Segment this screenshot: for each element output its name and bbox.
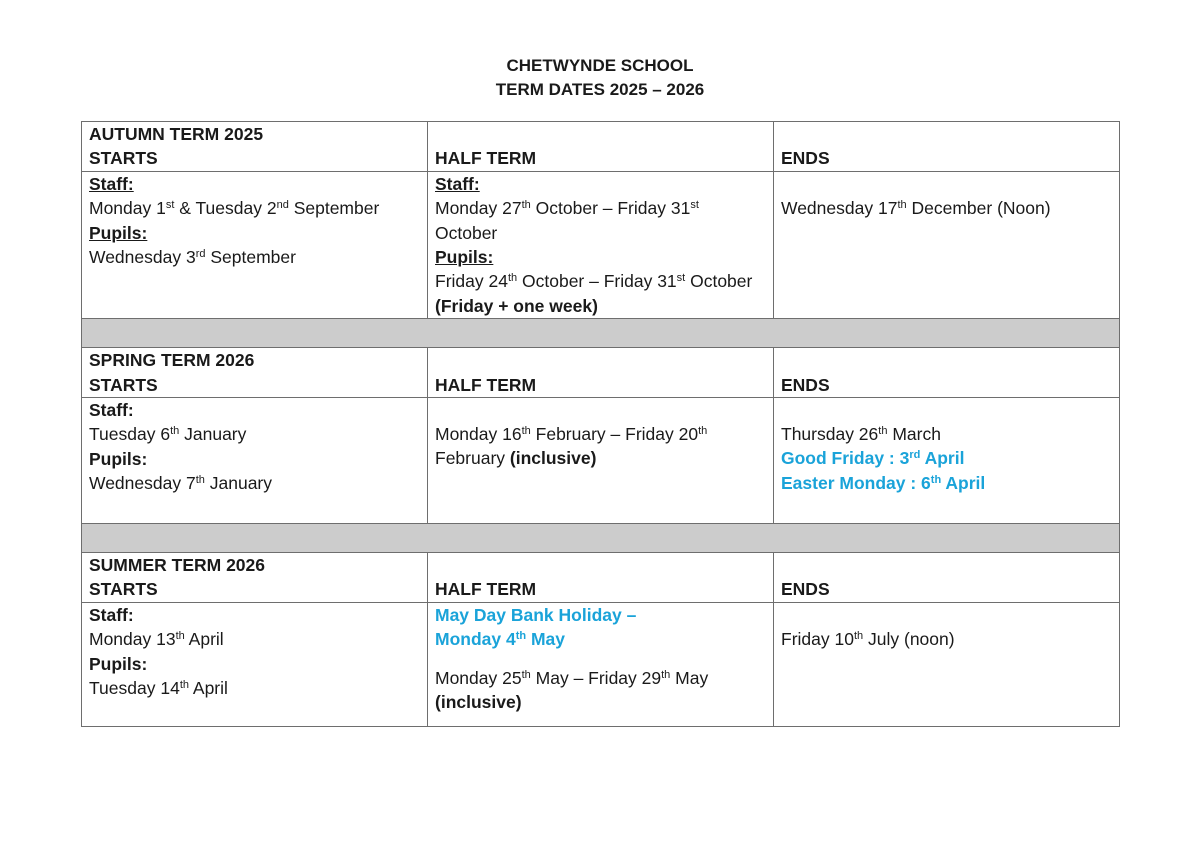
half-term-label: HALF TERM	[435, 148, 537, 169]
term-title: SPRING TERM 2026	[89, 350, 255, 371]
autumn-ends-header	[774, 122, 1120, 172]
staff-label: Staff:	[89, 400, 134, 421]
may-day-date: Monday 4th May	[435, 629, 566, 650]
autumn-starts-header	[82, 122, 428, 172]
ends-label: ENDS	[781, 374, 830, 395]
separator-row	[82, 319, 1120, 348]
staff-label: Staff:	[89, 604, 134, 625]
autumn-pupils-half: Friday 24th October – Friday 31st October	[435, 271, 753, 292]
spring-half-dates: Monday 16th February – Friday 20th	[435, 424, 708, 445]
staff-label: Staff:	[435, 173, 480, 194]
term-dates-table	[81, 121, 1120, 727]
spring-half-header	[428, 348, 774, 398]
good-friday-note: Good Friday : 3rd April	[781, 448, 965, 469]
ends-label: ENDS	[781, 579, 830, 600]
summer-pupils-start: Tuesday 14th April	[89, 678, 228, 699]
starts-label: STARTS	[89, 579, 158, 600]
spacer	[435, 652, 766, 666]
autumn-ends-cell	[774, 171, 1120, 318]
autumn-half-header	[428, 122, 774, 172]
half-term-label: HALF TERM	[435, 374, 537, 395]
school-name: CHETWYNDE SCHOOL	[506, 56, 694, 75]
summer-half-note: (inclusive)	[435, 692, 522, 713]
pupils-label: Pupils:	[89, 222, 148, 243]
separator-row	[82, 524, 1120, 553]
autumn-header-row	[82, 122, 1120, 172]
pupils-label: Pupils:	[89, 448, 148, 469]
spring-ends-cell	[774, 398, 1120, 524]
autumn-staff-start: Monday 1st & Tuesday 2nd September	[89, 198, 380, 219]
pupils-label: Pupils:	[435, 247, 494, 268]
autumn-staff-half-cont: October	[435, 222, 498, 243]
spring-end-date: Thursday 26th March	[781, 424, 941, 445]
autumn-half-cell	[428, 171, 774, 318]
may-day-note: May Day Bank Holiday –	[435, 604, 637, 625]
summer-end-date: Friday 10th July (noon)	[781, 628, 955, 649]
starts-label: STARTS	[89, 374, 158, 395]
autumn-body-row	[82, 171, 1120, 318]
summer-starts-cell	[82, 602, 428, 726]
summer-half-dates: Monday 25th May – Friday 29th May	[435, 667, 709, 688]
term-title: SUMMER TERM 2026	[89, 555, 266, 576]
summer-body-row	[82, 602, 1120, 726]
summer-staff-start: Monday 13th April	[89, 629, 224, 650]
summer-half-header	[428, 553, 774, 603]
easter-monday-note: Easter Monday : 6th April	[781, 472, 986, 493]
spring-pupils-start: Wednesday 7th January	[89, 473, 273, 494]
spring-body-row	[82, 398, 1120, 524]
spring-staff-start: Tuesday 6th January	[89, 424, 247, 445]
spring-starts-cell	[82, 398, 428, 524]
summer-ends-header	[774, 553, 1120, 603]
half-term-label: HALF TERM	[435, 579, 537, 600]
autumn-half-note: (Friday + one week)	[435, 295, 598, 316]
pupils-label: Pupils:	[89, 653, 148, 674]
spring-starts-header	[82, 348, 428, 398]
summer-half-cell	[428, 602, 774, 726]
spring-half-cell	[428, 398, 774, 524]
autumn-end-date: Wednesday 17th December (Noon)	[781, 197, 1051, 218]
ends-label: ENDS	[781, 148, 830, 169]
starts-label: STARTS	[89, 148, 158, 169]
autumn-pupils-start: Wednesday 3rd September	[89, 247, 296, 268]
autumn-starts-cell	[82, 171, 428, 318]
summer-header-row	[82, 553, 1120, 603]
summer-starts-header	[82, 553, 428, 603]
page-title: TERM DATES 2025 – 2026	[495, 80, 705, 99]
summer-ends-cell	[774, 602, 1120, 726]
autumn-staff-half: Monday 27th October – Friday 31st	[435, 198, 699, 219]
staff-label: Staff:	[89, 173, 134, 194]
spring-half-cont: February (inclusive)	[435, 448, 597, 469]
spring-header-row	[82, 348, 1120, 398]
spring-ends-header	[774, 348, 1120, 398]
term-title: AUTUMN TERM 2025	[89, 124, 264, 144]
